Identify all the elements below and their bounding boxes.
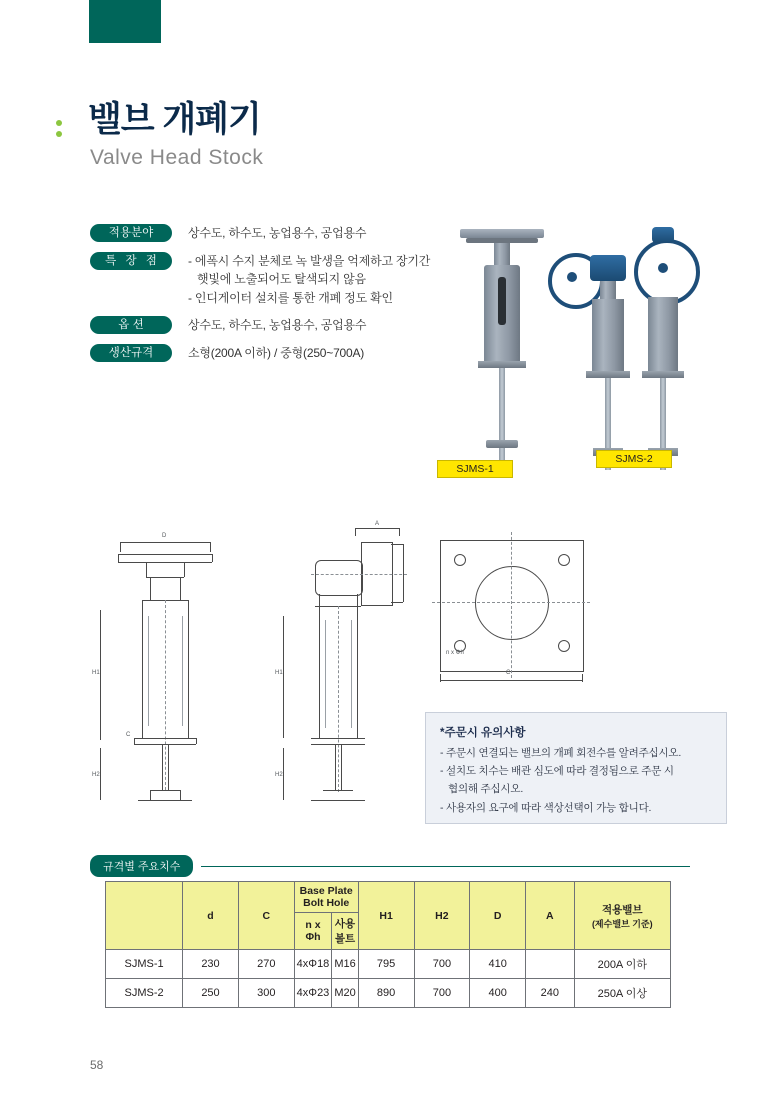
base-plate-bore bbox=[475, 566, 549, 640]
cell-model: SJMS-1 bbox=[106, 950, 183, 979]
th-valve-line2: (제수밸브 기준) bbox=[591, 918, 653, 929]
spec-value-production bbox=[188, 344, 364, 363]
spec-row bbox=[90, 316, 460, 335]
th-A: A bbox=[526, 882, 575, 950]
dim-label-h1: H1 bbox=[92, 670, 100, 676]
cell-c: 300 bbox=[238, 979, 294, 1008]
cell-bolt: M16 bbox=[332, 950, 358, 979]
dimension-table bbox=[105, 881, 671, 1008]
bullet-dots-icon bbox=[56, 120, 64, 146]
page-subtitle: Valve Head Stock bbox=[90, 146, 264, 170]
th-d: d bbox=[183, 882, 239, 950]
photo-label-sjms-1: SJMS-1 bbox=[437, 460, 513, 478]
mid-flange-right bbox=[642, 371, 684, 378]
drawing-front-view bbox=[90, 520, 250, 830]
cell-d: 250 bbox=[183, 979, 239, 1008]
dim-label-h2-2: H2 bbox=[275, 772, 283, 778]
spec-value-features bbox=[188, 252, 430, 308]
bolt-hole-icon bbox=[558, 640, 570, 652]
spec-row bbox=[90, 344, 460, 363]
order-note-line: 협의해 주십시오. bbox=[448, 783, 524, 796]
cell-h1: 795 bbox=[358, 950, 414, 979]
gearbox-right bbox=[652, 227, 674, 243]
dim-label-h2: H2 bbox=[92, 772, 100, 778]
table-caption: 규격별 주요치수 bbox=[90, 855, 193, 877]
spec-value-option bbox=[188, 316, 366, 335]
dim-label-nxh: n x Φh bbox=[446, 650, 464, 656]
order-note-box bbox=[425, 712, 727, 824]
dim-label-d: D bbox=[162, 533, 167, 539]
neck bbox=[494, 243, 510, 265]
table-caption-row bbox=[90, 855, 690, 877]
th-c: C bbox=[238, 882, 294, 950]
page-title: 밸브 개폐기 bbox=[88, 100, 261, 139]
spec-line: 햇빛에 노출되어도 탈색되지 않음 bbox=[197, 272, 366, 287]
order-note-title: *주문시 유의사항 bbox=[440, 727, 526, 739]
spec-line: - 인디게이터 설치를 통한 개폐 정도 확인 bbox=[188, 290, 393, 305]
header-color-tab bbox=[89, 0, 161, 43]
spec-value-application bbox=[188, 224, 366, 243]
product-photo-group bbox=[438, 205, 738, 490]
th-base-plate-line2: Bolt Hole bbox=[303, 897, 350, 909]
table-header-row-1 bbox=[106, 882, 671, 913]
spec-list bbox=[90, 224, 460, 372]
stand-body bbox=[592, 299, 624, 371]
spec-line: 상수도, 하수도, 농업용수, 공업용수 bbox=[188, 318, 367, 333]
dim-label-a: A bbox=[375, 521, 380, 527]
th-D: D bbox=[470, 882, 526, 950]
th-model bbox=[106, 882, 183, 950]
stem-rod-right bbox=[660, 378, 666, 448]
spec-tag-option: 옵 션 bbox=[90, 316, 172, 334]
spec-row bbox=[90, 252, 460, 308]
cell-h2: 700 bbox=[414, 979, 470, 1008]
th-valve bbox=[574, 882, 670, 950]
mid-flange bbox=[478, 361, 526, 368]
cell-A: 240 bbox=[526, 979, 575, 1008]
cell-c: 270 bbox=[238, 950, 294, 979]
th-nxh: n x Φh bbox=[294, 913, 332, 950]
stem-rod bbox=[605, 378, 611, 448]
cell-D: 410 bbox=[470, 950, 526, 979]
bolt-hole-icon bbox=[558, 554, 570, 566]
dim-label-c: C bbox=[126, 732, 131, 738]
handwheel-right-hub bbox=[658, 263, 668, 273]
photo-label-sjms-2: SJMS-2 bbox=[596, 450, 672, 468]
drawing-gear-view bbox=[275, 520, 425, 830]
handle-bar bbox=[460, 229, 544, 238]
stem-rod bbox=[499, 368, 505, 440]
spec-line: 소형(200A 이하) / 중형(250~700A) bbox=[188, 345, 365, 360]
caption-rule bbox=[201, 866, 690, 867]
cell-h2: 700 bbox=[414, 950, 470, 979]
spec-row bbox=[90, 224, 460, 243]
page-title-block bbox=[56, 100, 263, 170]
bolt-hole-icon bbox=[454, 554, 466, 566]
th-bolt: 사용 볼트 bbox=[332, 913, 358, 950]
table-row bbox=[106, 979, 671, 1008]
dim-label-h1-2: H1 bbox=[275, 670, 283, 676]
spec-tag-features: 특 장 점 bbox=[90, 252, 172, 270]
stand-body-right bbox=[648, 297, 678, 371]
th-h1: H1 bbox=[358, 882, 414, 950]
dim-label-c-plan: C bbox=[506, 670, 511, 676]
th-h2: H2 bbox=[414, 882, 470, 950]
page-number: 58 bbox=[90, 1058, 104, 1072]
cell-h1: 890 bbox=[358, 979, 414, 1008]
cell-D: 400 bbox=[470, 979, 526, 1008]
cell-A bbox=[526, 950, 575, 979]
order-note-line: - 주문시 연결되는 밸브의 개폐 회전수를 알려주십시오. bbox=[440, 747, 682, 759]
drawing-base-plate bbox=[430, 528, 610, 688]
cell-nxh: 4xΦ23 bbox=[294, 979, 332, 1008]
order-note-line: - 사용자의 요구에 따라 색상선택이 가능 합니다. bbox=[440, 801, 652, 814]
spec-line: - 에폭시 수지 분체로 녹 발생을 억제하고 장기간 bbox=[188, 253, 431, 268]
mid-flange bbox=[586, 371, 630, 378]
th-valve-line1: 적용밸브 bbox=[601, 903, 643, 916]
cell-valve: 200A 이하 bbox=[574, 950, 670, 979]
spec-tag-production: 생산규격 bbox=[90, 344, 172, 362]
cell-model: SJMS-2 bbox=[106, 979, 183, 1008]
stand-neck bbox=[600, 281, 616, 299]
th-base-plate-line1: Base Plate bbox=[299, 885, 353, 897]
indicator-window bbox=[498, 277, 506, 325]
cell-bolt: M20 bbox=[332, 979, 358, 1008]
th-base-plate-bolt-hole bbox=[294, 882, 358, 913]
handwheel-left-hub bbox=[567, 272, 577, 282]
cell-d: 230 bbox=[183, 950, 239, 979]
spec-line: 상수도, 하수도, 농업용수, 공업용수 bbox=[188, 226, 367, 240]
order-note-line: - 설치도 치수는 배관 심도에 따라 결정됨으로 주문 시 bbox=[440, 765, 674, 778]
spec-tag-application: 적용분야 bbox=[90, 224, 172, 242]
cell-valve: 250A 이상 bbox=[574, 979, 670, 1008]
table-row bbox=[106, 950, 671, 979]
cell-nxh: 4xΦ18 bbox=[294, 950, 332, 979]
base-plate bbox=[486, 440, 518, 448]
gearbox bbox=[590, 255, 626, 281]
handwheel-right-icon bbox=[634, 239, 700, 305]
